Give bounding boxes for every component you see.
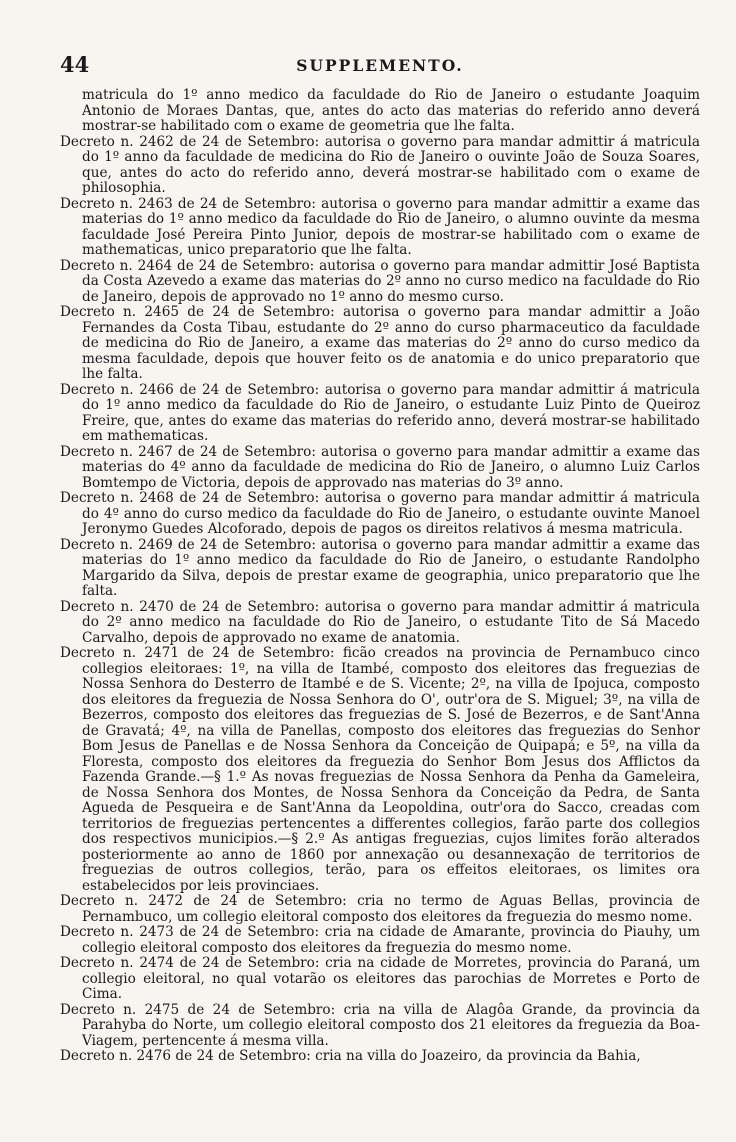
running-title: SUPPLEMENTO. [296,56,464,75]
decree-entry: matricula do 1º anno medico da faculdade do Rio de Janeiro o estudante Joaquim Antonio de Moraes Dantas, que, antes do acto das materias do referido anno deverá mostrar-se habilitado com o exame de geometria que lhe falta. [82,87,700,134]
decree-entry: Decreto n. 2470 de 24 de Setembro: autorisa o governo para mandar admittir á matricula do 2º anno medico na faculdade do Rio de Janeiro, o estudante Tito de Sá Macedo Carvalho, depois de approvado no exame de anatomia. [60,598,700,646]
page-number: 44 [60,52,90,77]
document-page [60,52,700,1065]
decree-entry: Decreto n. 2462 de 24 de Setembro: autorisa o governo para mandar admittir á matricula do 1º anno da faculdade de medicina do Rio de Janeiro o ouvinte João de Souza Soares, que, antes do acto do referido anno, deverá mostrar-se habilitado com o exame de philosophia. [60,133,700,196]
decree-entry: Decreto n. 2468 de 24 de Setembro: autorisa o governo para mandar admittir á matricula do 4º anno do curso medico da faculdade do Rio de Janeiro, o estudante ouvinte Manoel Jeronymo Guedes Alcoforado, depois de pagos os direitos relativos á mesma matricula. [60,490,700,537]
page-header [60,52,700,82]
decree-entry: Decreto n. 2469 de 24 de Setembro: autorisa o governo para mandar admittir a exame das materias do 1º anno medico da faculdade do Rio de Janeiro, o estudante Randolpho Margarido da Silva, depois de prestar exame de geographia, unico preparatorio que lhe falta. [60,536,700,599]
decree-entry: Decreto n. 2476 de 24 de Setembro: cria na villa do Joazeiro, da provincia da Bahia, [60,1048,641,1064]
decree-entry: Decreto n. 2465 de 24 de Setembro: autorisa o governo para mandar admittir a João Fernandes da Costa Tibau, estudante do 2º anno do curso pharmaceutico da faculdade de medicina do Rio de Janeiro, a exame das materias do 2º anno do curso medico da mesma faculdade, depois que houver feito os de anatomia e do unico preparatorio que lhe falta. [60,304,700,382]
decree-entry: Decreto n. 2473 de 24 de Setembro: cria na cidade de Amarante, provincia do Piauhy, um collegio eleitoral composto dos eleitores da freguezia do mesmo nome. [60,924,700,956]
decree-entry: Decreto n. 2475 de 24 de Setembro: cria na villa de Alagôa Grande, da provincia da Parahyba do Norte, um collegio eleitoral composto dos 21 eleitores da freguezia da Boa-Viagem, pertencente á mesma villa. [60,1001,700,1049]
decree-entry: Decreto n. 2467 de 24 de Setembro: autorisa o governo para mandar admittir a exame das materias do 4º anno da faculdade de medicina do Rio de Janeiro, o alumno Luiz Carlos Bomtempo de Victoria, depois de approvado nas materias do 3º anno. [60,443,700,491]
decree-entry: Decreto n. 2474 de 24 de Setembro: cria na cidade de Morretes, provincia do Paraná, um collegio eleitoral, no qual votarão os eleitores das parochias de Morretes e Porto de Cima. [60,955,700,1002]
decree-entry: Decreto n. 2471 de 24 de Setembro: ficão creados na provincia de Pernambuco cinco collegios eleitoraes: 1º, na villa de Itambé, composto dos eleitores das freguezias de Nossa Senhora do Desterro de Itambé e de S. Vicente; 2º, na villa de Ipojuca, composto dos eleitores da freguezia de Nossa Senhora do O', outr'ora de S. Miguel; 3º, na villa de Bezerros, composto dos eleitores das freguezias de S. José de Bezerros, e de Sant'Anna de Gravatá; 4º, na villa de Panellas, composto dos eleitores das freguezias do Senhor Bom Jesus de Panellas e de Nossa Senhora da Conceição de Quipapá; e 5º, na villa da Floresta, composto dos eleitores da freguezia do Senhor Bom Jesus dos Afflictos da Fazenda Grande.—§ 1.º As novas freguezias de Nossa Senhora da Penha da Gameleira, de Nossa Senhora dos Montes, de Nossa Senhora da Conceição da Pedra, de Santa Agueda de Pesqueira e de Sant'Anna da Leopoldina, outr'ora do Sacco, creadas com territorios de freguezias pertencentes a differentes collegios, farão parte dos collegios dos respectivos municipios.—§ 2.º As antigas freguezias, cujos limites forão alterados posteriormente ao anno de 1860 por annexação ou desannexação de territorios de freguezias de outros collegios, terão, para os effeitos eleitoraes, os limites ora estabelecidos por leis provinciaes. [60,645,700,894]
decree-entry: Decreto n. 2463 de 24 de Setembro: autorisa o governo para mandar admittir a exame das materias do 1º anno medico da faculdade do Rio de Janeiro, o alumno ouvinte da mesma faculdade José Pereira Pinto Junior, depois de mostrar-se habilitado com o exame de mathematicas, unico preparatorio que lhe falta. [60,195,700,258]
decree-entry: Decreto n. 2472 de 24 de Setembro: cria no termo de Aguas Bellas, provincia de Pernambuco, um collegio eleitoral composto dos eleitores da freguezia do mesmo nome. [60,893,700,925]
decree-list [60,88,700,1065]
decree-entry: Decreto n. 2466 de 24 de Setembro: autorisa o governo para mandar admittir á matricula do 1º anno medico da faculdade do Rio de Janeiro, o estudante Luiz Pinto de Queiroz Freire, que, antes do exame das materias do referido anno, deverá mostrar-se habilitado em mathematicas. [60,381,700,444]
decree-entry: Decreto n. 2464 de 24 de Setembro: autorisa o governo para mandar admittir José Baptista da Costa Azevedo a exame das materias do 2º anno no curso medico na faculdade do Rio de Janeiro, depois de approvado no 1º anno do mesmo curso. [60,257,700,305]
